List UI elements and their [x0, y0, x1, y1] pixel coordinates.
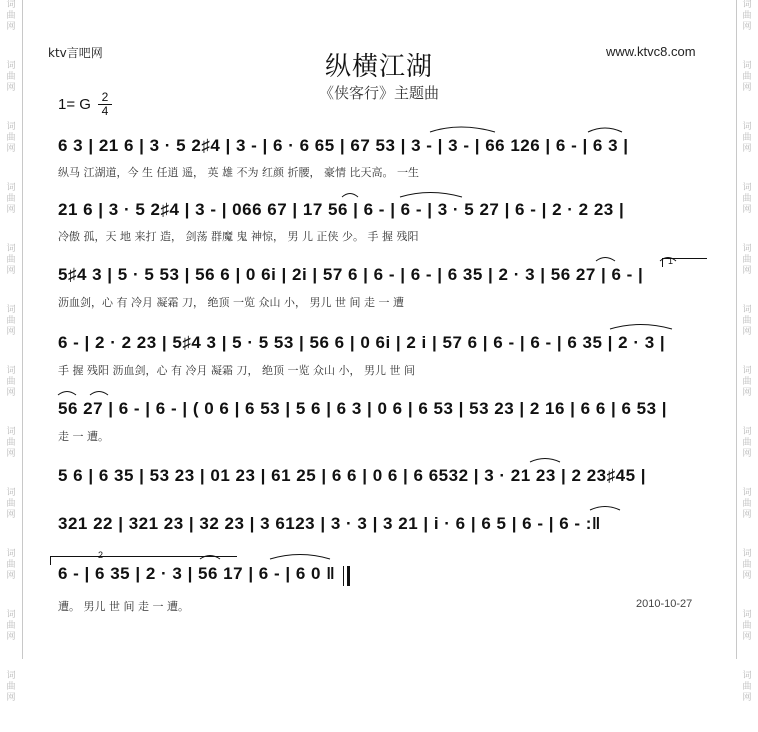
watermark-char: 网	[742, 449, 752, 459]
watermark-char: 网	[6, 510, 16, 520]
score-row-5: 56 27 | 6 - | 6 - | ( 0 6 | 6 53 | 5 6 | 6 3 | 0 6 | 6 53 | 53 23 | 2 16 | 6 6 | 6 53 |	[58, 399, 668, 418]
watermark-char: 词	[6, 671, 16, 681]
song-title: 纵横江湖	[324, 52, 433, 82]
slur-arc	[430, 127, 495, 132]
watermark-char: 词	[742, 183, 752, 193]
watermark-char: 曲	[6, 377, 16, 387]
score-row-3: 5♯4 3 | 5 · 5 53 | 56 6 | 0 6i | 2i | 57 6 | 6 - | 6 - | 6 35 | 2 · 3 | 56 27 | 6 - |	[58, 265, 644, 284]
watermark-char: 网	[6, 449, 16, 459]
lyric-row-5: 走 一 遭。	[58, 430, 109, 443]
slur-arc	[400, 193, 462, 198]
watermark-char: 词	[742, 61, 752, 71]
watermark-char: 词	[742, 671, 752, 681]
watermark-char: 曲	[6, 682, 16, 692]
watermark-char: 词	[742, 488, 752, 498]
watermark-char: 词	[6, 183, 16, 193]
watermark-char: 网	[6, 632, 16, 642]
watermark-char: 词	[6, 244, 16, 254]
watermark-char: 网	[6, 22, 16, 32]
slur-arc	[660, 258, 676, 262]
watermark-char: 曲	[742, 560, 752, 570]
watermark-char: 网	[742, 83, 752, 93]
slur-arc	[58, 392, 76, 396]
song-subtitle: 《侠客行》主题曲	[318, 84, 439, 102]
watermark-block	[3, 671, 19, 704]
watermark-char: 网	[742, 22, 752, 32]
watermark-char: 词	[6, 61, 16, 71]
watermark-char: 词	[6, 549, 16, 559]
watermark-char: 词	[742, 427, 752, 437]
watermark-char: 网	[742, 205, 752, 215]
lyric-row-8: 遭。 男儿 世 间 走 一 遭。	[58, 600, 189, 613]
watermark-char: 网	[6, 144, 16, 154]
score-row-1: 6 3 | 21 6 | 3 · 5 2♯4 | 3 - | 6 · 6 65 | 67 53 | 3 - | 3 - | 66 126 | 6 - | 6 3 |	[58, 136, 629, 155]
site-url-right: www.ktvc8.com	[606, 44, 696, 59]
slur-arc	[200, 556, 220, 560]
watermark-char: 曲	[742, 438, 752, 448]
watermark-char: 词	[6, 305, 16, 315]
slur-arc	[342, 194, 358, 198]
watermark-char: 曲	[6, 255, 16, 265]
watermark-char: 网	[742, 632, 752, 642]
slur-arc	[596, 258, 615, 262]
watermark-char: 曲	[6, 499, 16, 509]
watermark-char: 曲	[6, 316, 16, 326]
watermark-char: 网	[6, 388, 16, 398]
watermark-char: 词	[742, 305, 752, 315]
watermark-char: 词	[6, 488, 16, 498]
watermark-char: 网	[742, 693, 752, 703]
time-signature-bottom: 4	[101, 104, 109, 118]
slur-arc	[530, 459, 560, 463]
watermark-char: 网	[6, 571, 16, 581]
watermark-char: 词	[742, 0, 752, 10]
watermark-char: 曲	[6, 133, 16, 143]
watermark-char: 曲	[742, 499, 752, 509]
final-barline-thick	[347, 566, 350, 586]
watermark-char: 曲	[6, 194, 16, 204]
first-ending-number: 1	[668, 256, 674, 266]
lyric-row-3: 沥血剑，心 有 冷月 凝霜 刀， 绝顶 一览 众山 小， 男儿 世 间 走 一 遭	[58, 296, 404, 309]
time-signature-top: 2	[101, 90, 109, 104]
watermark-char: 词	[742, 244, 752, 254]
watermark-char: 曲	[6, 438, 16, 448]
slur-arc	[590, 507, 620, 511]
watermark-char: 网	[6, 205, 16, 215]
watermark-char: 曲	[742, 377, 752, 387]
score-row-8: 6 - | 6 35 | 2 · 3 | 56 17 | 6 - | 6 0 ‖	[58, 564, 336, 583]
watermark-char: 曲	[742, 194, 752, 204]
watermark-char: 曲	[742, 11, 752, 21]
watermark-char: 网	[6, 693, 16, 703]
watermark-char: 词	[6, 427, 16, 437]
lyric-row-1: 纵马 江湖道，今 生 任逍 遥， 英 雄 不为 红颜 折腰， 豪情 比天高。 一生	[58, 166, 419, 179]
second-ending-number: 2	[98, 550, 104, 560]
watermark-char: 词	[6, 0, 16, 10]
watermark-char: 曲	[6, 72, 16, 82]
watermark-char: 词	[742, 366, 752, 376]
watermark-char: 词	[6, 610, 16, 620]
final-barline-thin	[343, 566, 344, 586]
watermark-char: 网	[6, 83, 16, 93]
watermark-char: 词	[742, 610, 752, 620]
watermark-char: 网	[6, 266, 16, 276]
score-row-7: 321 22 | 321 23 | 32 23 | 3 6123 | 3 · 3 | 3 21 | i · 6 | 6 5 | 6 - | 6 - :‖	[58, 514, 601, 533]
watermark-char: 网	[742, 144, 752, 154]
watermark-char: 曲	[6, 621, 16, 631]
watermark-char: 词	[6, 366, 16, 376]
watermark-char: 网	[742, 266, 752, 276]
watermark-char: 曲	[742, 133, 752, 143]
key-signature: 1= G	[58, 96, 91, 113]
watermark-char: 曲	[742, 621, 752, 631]
score-row-2: 21 6 | 3 · 5 2♯4 | 3 - | 066 67 | 17 56 | 6 - | 6 - | 3 · 5 27 | 6 - | 2 · 2 23 |	[58, 200, 625, 219]
score-row-6: 5 6 | 6 35 | 53 23 | 01 23 | 61 25 | 6 6 | 0 6 | 6 6532 | 3 · 21 23 | 2 23♯45 |	[58, 466, 647, 485]
watermark-char: 曲	[742, 316, 752, 326]
watermark-char: 曲	[742, 72, 752, 82]
watermark-char: 曲	[742, 255, 752, 265]
date-stamp: 2010-10-27	[636, 598, 693, 610]
watermark-char: 网	[742, 388, 752, 398]
watermark-char: 曲	[6, 11, 16, 21]
lyric-row-4: 手 握 残阳 沥血剑，心 有 冷月 凝霜 刀， 绝顶 一览 众山 小， 男儿 世 间	[58, 364, 415, 377]
watermark-char: 网	[742, 510, 752, 520]
watermark-char: 词	[742, 122, 752, 132]
watermark-block	[739, 671, 755, 704]
watermark-char: 曲	[6, 560, 16, 570]
watermark-char: 曲	[742, 682, 752, 692]
watermark-char: 网	[6, 327, 16, 337]
slur-arc	[610, 325, 672, 330]
watermark-char: 词	[742, 549, 752, 559]
watermark-char: 网	[742, 571, 752, 581]
slur-arc	[588, 128, 622, 132]
slur-arc	[90, 392, 108, 396]
slur-arc	[270, 555, 330, 560]
lyric-row-2: 冷傲 孤，天 地 来打 造， 剑荡 群魔 鬼 神惊， 男 儿 正侠 少。 手 握 残阳	[58, 230, 419, 243]
score-row-4: 6 - | 2 · 2 23 | 5♯4 3 | 5 · 5 53 | 56 6 | 0 6i | 2 i | 57 6 | 6 - | 6 - | 6 35 | 2 · 3 |	[58, 333, 666, 352]
watermark-char: 词	[6, 122, 16, 132]
watermark-char: 网	[742, 327, 752, 337]
site-name-left: ktv言吧网	[48, 46, 103, 60]
